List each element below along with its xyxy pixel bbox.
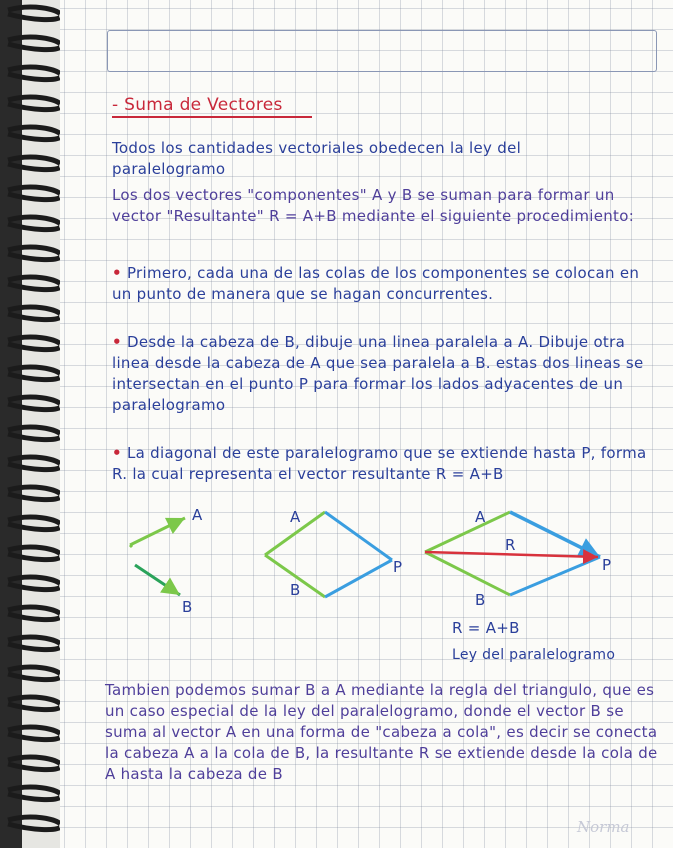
paragraph-triangle-rule: Tambien podemos sumar B a A mediante la regla del triangulo, que es un caso especial de la ley del paralelogramo, donde el vector B se suma al vector A en una forma de "cabeza a cola", es decir se conecta la cabeza A a la cola de B, la resultante R se extiende desde la cola de A hasta la cabeza de B [105, 681, 658, 783]
label-p-2: P [393, 558, 403, 576]
label-r-3: R [505, 536, 516, 554]
vector-b-3 [425, 552, 510, 595]
step-1-text: Primero, cada una de las colas de los componentes se colocan en un punto de manera que se hagan concurrentes. [112, 264, 640, 303]
bullet-3: • [112, 444, 122, 462]
step-2-text: Desde la cabeza de B, dibuje una linea paralela a A. Dibuje otra linea desde la cabeza de A que sea paralela a B. estas dos lineas se intersectan en el punto P para formar los lados adyacentes de un paralelogramo [112, 333, 644, 414]
paragraph-step-1 [112, 263, 652, 305]
label-b-3: B [475, 591, 486, 609]
bullet-1: • [112, 264, 122, 282]
figure-concurrent-vectors [130, 506, 203, 616]
vector-b-arrow [135, 565, 180, 595]
vector-a-3 [425, 512, 510, 552]
parallel-a-3 [510, 557, 600, 595]
label-a-3: A [475, 508, 486, 526]
figure-resultant [425, 508, 611, 609]
paragraph-step-3 [112, 443, 652, 485]
paragraph-intro: Todos los cantidades vectoriales obedecen la ley del paralelogramo [112, 139, 522, 178]
label-b-1: B [182, 598, 193, 616]
caption-formula: R = A+B [452, 619, 520, 637]
page-title: - Suma de Vectores [112, 95, 283, 115]
paragraph-step-2 [112, 332, 652, 416]
brand-logo: Norma [577, 818, 630, 836]
caption-law: Ley del paralelogramo [452, 647, 616, 663]
side-parallel-a [325, 560, 392, 597]
label-p-3: P [602, 556, 612, 574]
side-parallel-b [325, 512, 392, 560]
label-a-2: A [290, 508, 301, 526]
step-3-text: La diagonal de este paralelogramo que se extiende hasta P, forma R. la cual representa el vector resultante R = A+B [112, 444, 647, 483]
label-a-1: A [192, 506, 203, 524]
bullet-2: • [112, 333, 122, 351]
vector-a-arrow [130, 518, 185, 545]
parallel-b-3 [510, 512, 600, 557]
label-b-2: B [290, 581, 301, 599]
paragraph-components: Los dos vectores "componentes" A y B se suman para formar un vector "Resultante" R = A+B mediante el siguiente procedimiento: [112, 186, 635, 225]
title-underline [112, 116, 312, 118]
header-box [107, 30, 657, 72]
figure-parallelogram [265, 508, 402, 599]
